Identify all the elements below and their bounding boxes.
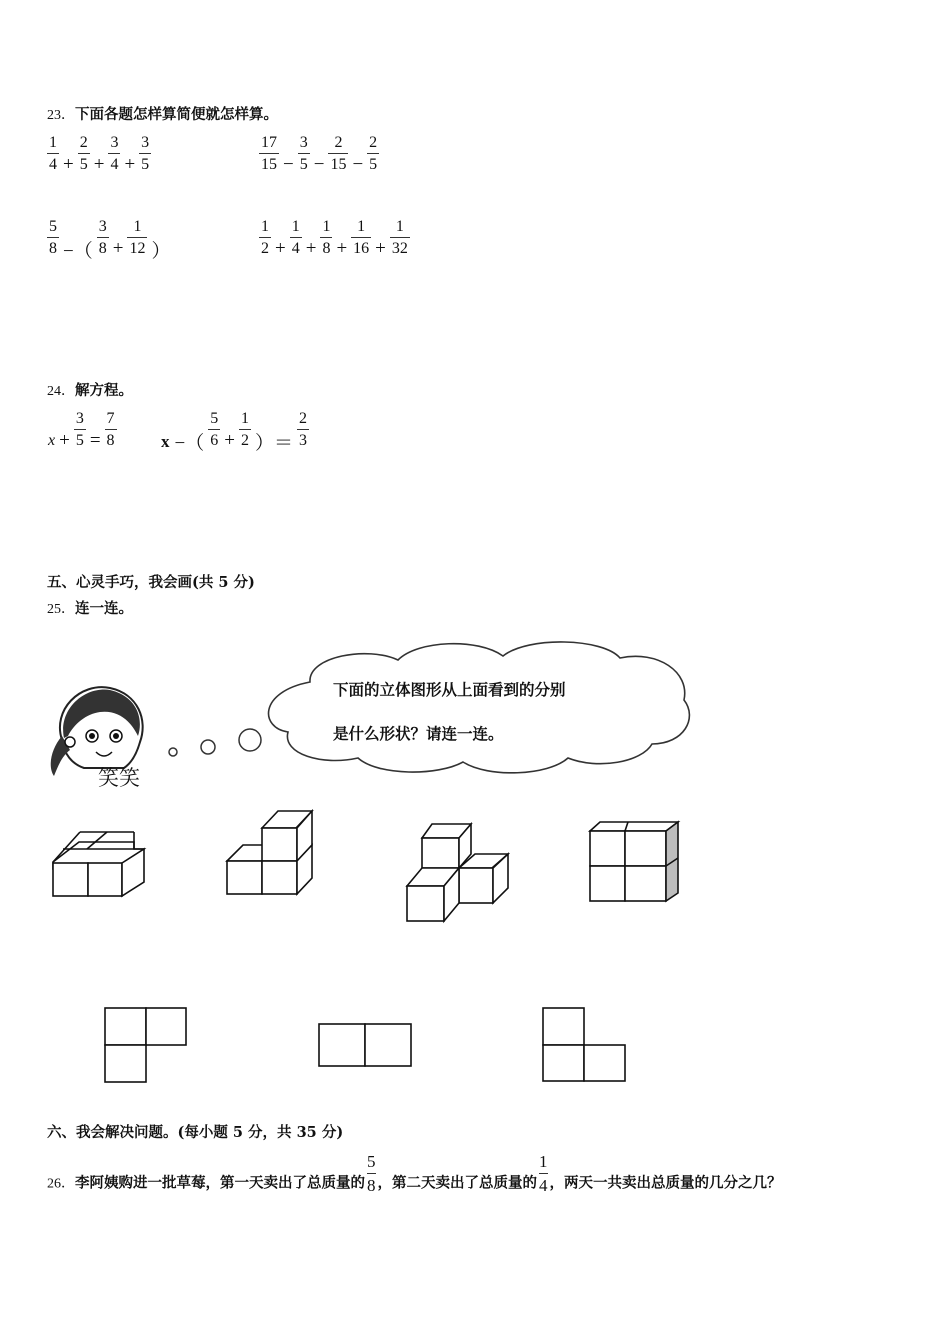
- numerator: 1: [357, 218, 366, 235]
- cloud-text-line2: 是什么形状？请连一连。: [333, 725, 504, 743]
- q25-number: 25．: [47, 602, 75, 617]
- operator: +: [275, 238, 286, 259]
- denominator: 16: [351, 237, 371, 257]
- operator: =: [89, 430, 101, 451]
- operator: +: [375, 238, 386, 259]
- operator: +: [336, 238, 348, 259]
- numerator: 17: [261, 134, 277, 151]
- numerator: 1: [261, 218, 269, 235]
- denominator: 5: [74, 429, 86, 449]
- operator: +: [224, 430, 235, 451]
- denominator: 15: [328, 153, 348, 173]
- top-view-shape-1: [105, 1008, 186, 1082]
- q26-text-a: 李阿姨购进一批草莓，第一天卖出了总质量的: [75, 1174, 365, 1192]
- numerator: 3: [299, 134, 308, 151]
- numerator: 1: [291, 218, 300, 235]
- denominator: 12: [127, 237, 147, 257]
- q26-number: 26．: [47, 1176, 75, 1192]
- operator: −: [313, 154, 325, 175]
- q25-title: 连一连。: [75, 600, 133, 617]
- numerator: 5: [210, 410, 219, 427]
- denominator: 4: [47, 153, 59, 173]
- denominator: 5: [367, 153, 379, 173]
- numerator: 3: [75, 410, 84, 427]
- denominator: 8: [47, 237, 59, 257]
- operator: −: [352, 154, 364, 175]
- q26-text: [47, 1152, 782, 1204]
- denominator: 4: [290, 237, 302, 257]
- top-view-shape-3: [543, 1008, 625, 1081]
- denominator: 15: [259, 153, 279, 173]
- character-label: 笑笑: [98, 766, 140, 790]
- denominator: 8: [105, 429, 117, 449]
- cloud-text-line1: 下面的立体图形从上面看到的分别: [333, 681, 566, 699]
- numerator: 2: [79, 134, 88, 151]
- numerator: 3: [141, 134, 150, 151]
- numerator: 1: [322, 218, 331, 235]
- numerator: 5: [49, 218, 57, 235]
- operator: +: [112, 238, 124, 259]
- numerator: 7: [106, 410, 115, 427]
- denominator: 32: [390, 237, 410, 257]
- operator: +: [93, 154, 105, 175]
- denominator: 8: [320, 237, 332, 257]
- denominator: 6: [208, 429, 220, 449]
- numerator: 3: [110, 134, 119, 151]
- denominator: 5: [139, 153, 151, 173]
- numerator: 2: [369, 134, 378, 151]
- operator: −: [283, 154, 294, 175]
- numerator: 1: [395, 218, 404, 235]
- section6-title: 六、我会解决问题。(每小题 5 分，共 35 分): [47, 1124, 344, 1141]
- numerator: 1: [133, 218, 142, 235]
- numerator: 2: [334, 134, 343, 151]
- denominator: 5: [298, 153, 310, 173]
- q26-fraction-a: $\frac{5}{8}$: [367, 1152, 376, 1195]
- numerator: 1: [49, 134, 57, 151]
- variable-x: x: [48, 432, 56, 449]
- q26-fraction-b: $\frac{1}{4}$: [539, 1152, 548, 1195]
- denominator: 2: [259, 237, 271, 257]
- operator: −（: [174, 432, 205, 454]
- operator: +: [63, 154, 74, 175]
- denominator: 4: [108, 153, 120, 173]
- operator: ）: [151, 240, 171, 262]
- top-view-shape-2: [319, 1024, 411, 1066]
- q26-text-c: ，两天一共卖出总质量的几分之几？: [549, 1174, 782, 1192]
- operator: +: [124, 154, 136, 175]
- q23-title: 下面各题怎样算简便就怎样算。: [75, 106, 278, 123]
- numerator: 3: [98, 218, 107, 235]
- q24-number: 24．: [47, 384, 75, 399]
- variable-x: x: [161, 432, 170, 451]
- operator: ）＝: [254, 432, 293, 454]
- denominator: 5: [78, 153, 90, 173]
- operator: −（: [63, 240, 93, 262]
- denominator: 2: [239, 429, 251, 449]
- numerator: 1: [240, 410, 249, 427]
- numerator: 2: [298, 410, 307, 427]
- denominator: 8: [97, 237, 109, 257]
- q23-number: 23．: [47, 108, 75, 123]
- denominator: 3: [297, 429, 309, 449]
- section5-title: 五、心灵手巧，我会画(共 5 分): [47, 574, 255, 591]
- q24-title: 解方程。: [75, 382, 133, 399]
- q26-text-b: ，第二天卖出了总质量的: [377, 1174, 537, 1192]
- operator: +: [59, 430, 70, 451]
- operator: +: [305, 238, 317, 259]
